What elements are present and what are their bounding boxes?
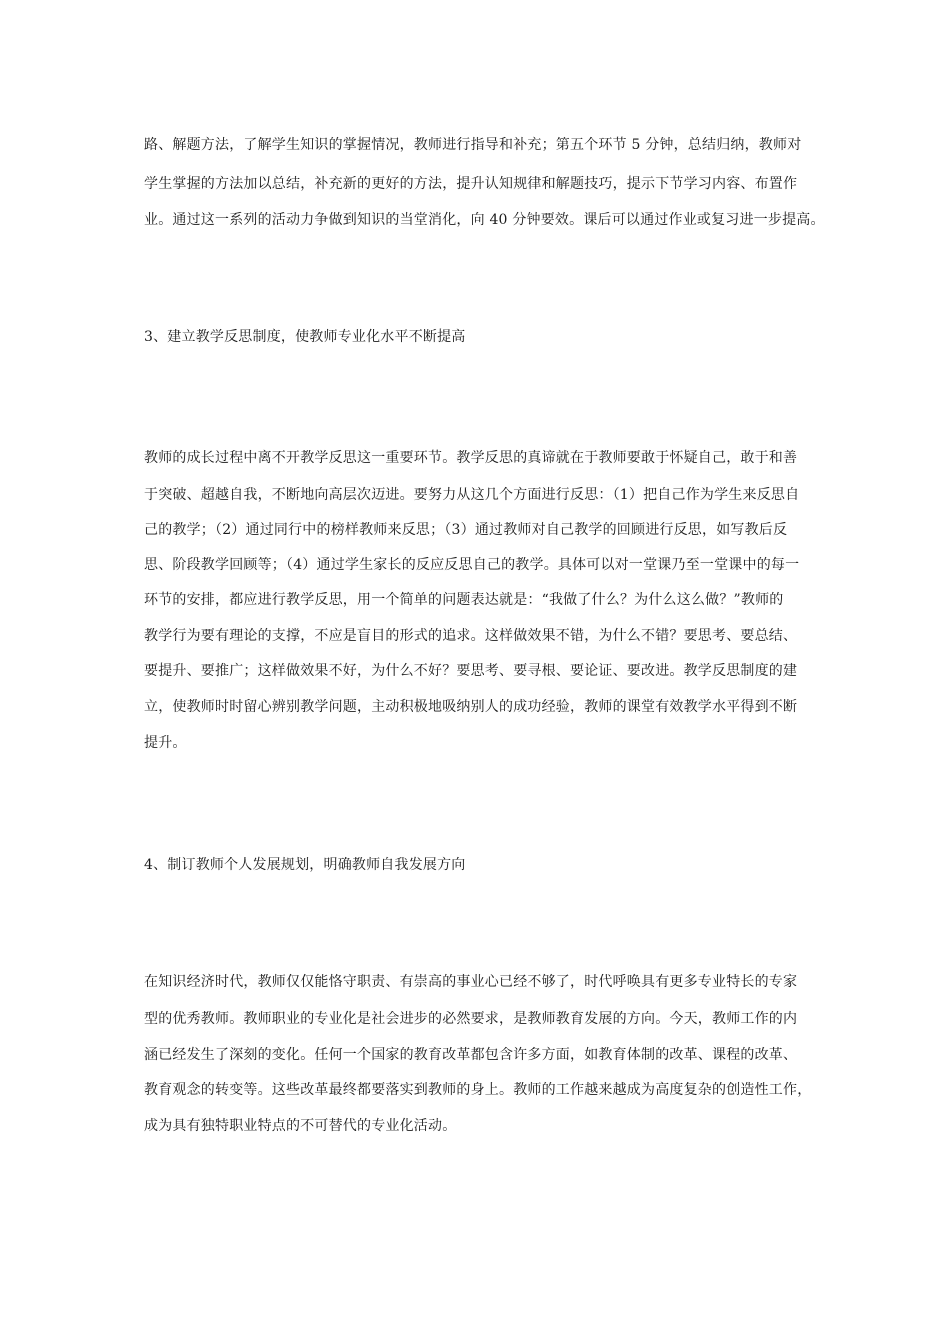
paragraph-2-line-4: 思、阶段教学回顾等；（4）通过学生家长的反应反思自己的教学。具体可以对一堂课乃至一堂课中的每一 [144, 557, 800, 573]
paragraph-1-line-3: 业。通过这一系列的活动力争做到知识的当堂消化，向 40 分钟要效。课后可以通过作业或复习进一步提高。 [144, 212, 825, 228]
paragraph-3-line-2: 型的优秀教师。教师职业的专业化是社会进步的必然要求，是教师教育发展的方向。今天，教师工作的内 [144, 1011, 798, 1027]
paragraph-2-line-5: 环节的安排，都应进行教学反思，用一个简单的问题表达就是：“我做了什么？为什么这么做？”教师的 [144, 592, 784, 608]
paragraph-2-line-2: 于突破、超越自我，不断地向高层次迈进。要努力从这几个方面进行反思：（1）把自己作为学生来反思自 [144, 487, 800, 503]
paragraph-1-line-1: 路、解题方法，了解学生知识的掌握情况，教师进行指导和补充；第五个环节 5 分钟，总结归纳，教师对 [144, 137, 802, 153]
paragraph-3-line-3: 涵已经发生了深刻的变化。任何一个国家的教育改革都包含许多方面，如教育体制的改革、课程的改革、 [144, 1047, 798, 1063]
paragraph-2-line-7: 要提升、要推广；这样做效果不好，为什么不好？要思考、要寻根、要论证、要改进。教学反思制度的建 [144, 663, 798, 679]
section-heading-3: 3、建立教学反思制度，使教师专业化水平不断提高 [144, 329, 466, 345]
paragraph-1-line-2: 学生掌握的方法加以总结，补充新的更好的方法，提升认知规律和解题技巧，提示下节学习内容、布置作 [144, 176, 798, 192]
paragraph-2-line-1: 教师的成长过程中离不开教学反思这一重要环节。教学反思的真谛就在于教师要敢于怀疑自己，敢于和善 [144, 450, 798, 466]
paragraph-2-line-6: 教学行为要有理论的支撑，不应是盲目的形式的追求。这样做效果不错，为什么不错？要思考、要总结、 [144, 628, 798, 644]
paragraph-2-line-8: 立，使教师时时留心辨别教学问题，主动积极地吸纳别人的成功经验，教师的课堂有效教学水平得到不断 [144, 699, 798, 715]
paragraph-3-line-5: 成为具有独特职业特点的不可替代的专业化活动。 [144, 1118, 457, 1134]
paragraph-3-line-4: 教育观念的转变等。这些改革最终都要落实到教师的身上。教师的工作越来越成为高度复杂的创造性工作， [144, 1082, 812, 1098]
section-heading-4: 4、制订教师个人发展规划，明确教师自我发展方向 [144, 857, 466, 873]
paragraph-2-line-9: 提升。 [144, 735, 187, 751]
paragraph-2-line-3: 己的教学；（2）通过同行中的榜样教师来反思；（3）通过教师对自己教学的回顾进行反思，如写教后反 [144, 522, 788, 538]
paragraph-3-line-1: 在知识经济时代，教师仅仅能恪守职责、有崇高的事业心已经不够了，时代呼唤具有更多专业特长的专家 [144, 974, 798, 990]
